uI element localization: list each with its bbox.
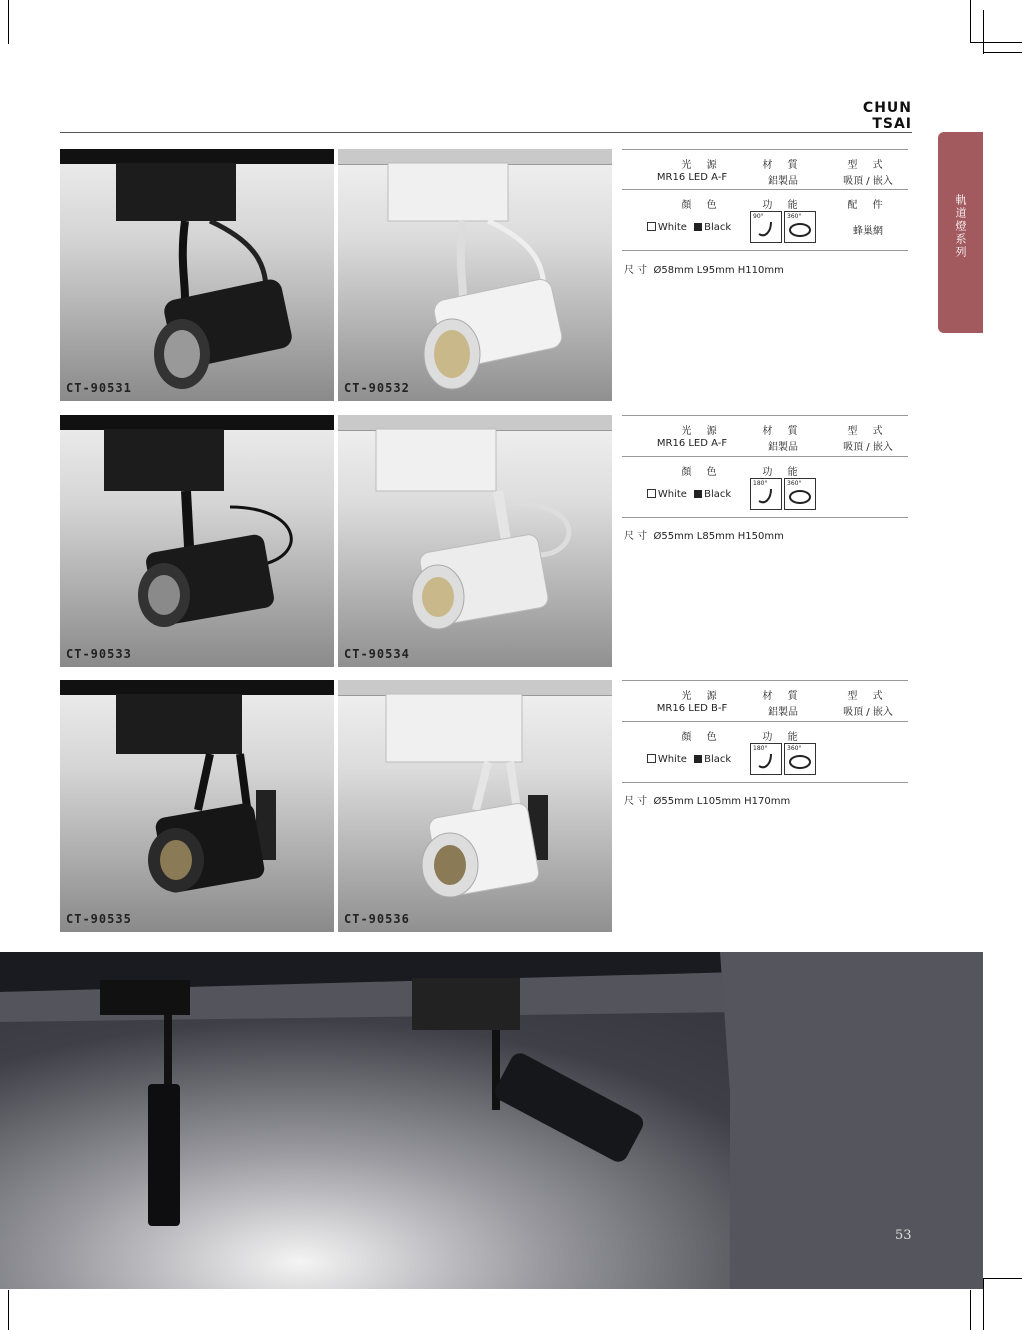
white-swatch-icon — [647, 489, 656, 498]
rotate-angle-label: 360° — [787, 213, 802, 220]
spec-rule — [622, 680, 908, 681]
color-options — [634, 489, 744, 500]
installation-photo — [0, 952, 983, 1289]
spec-rule — [622, 721, 908, 722]
crop-mark — [983, 1278, 1022, 1279]
category-tab — [938, 132, 983, 333]
brand-logo: CHUN TSAI — [862, 100, 912, 132]
model-number: CT-90531 — [66, 381, 132, 395]
dims-label: 尺 寸 — [624, 531, 648, 542]
tilt-angle-label: 90° — [753, 213, 764, 220]
dims-value: Ø58mm L95mm H110mm — [653, 265, 784, 276]
black-swatch-icon — [694, 755, 702, 763]
model-number: CT-90536 — [344, 912, 410, 926]
color-black-label: Black — [704, 489, 732, 500]
dims-value: Ø55mm L105mm H170mm — [653, 796, 791, 807]
spec-header-material: 材 質 — [762, 426, 804, 437]
spec-header-color: 顏 色 — [681, 732, 723, 743]
rotate-angle-icon — [784, 211, 816, 243]
spec-type-value: 吸頂 / 嵌入 — [843, 442, 893, 453]
crop-mark — [983, 1278, 984, 1330]
header-rule — [60, 132, 912, 133]
spec-rule — [622, 456, 908, 457]
spec-material-value: 鋁製品 — [768, 707, 798, 718]
black-swatch-icon — [694, 490, 702, 498]
spotlight-illustration — [60, 415, 334, 667]
spec-material-value: 鋁製品 — [768, 442, 798, 453]
spec-rule — [622, 782, 908, 783]
spotlight-illustration — [60, 149, 334, 401]
product-photo-white — [338, 680, 612, 932]
model-number: CT-90532 — [344, 381, 410, 395]
spec-light-value: MR16 LED A-F — [656, 172, 728, 183]
color-black-label: Black — [704, 222, 732, 233]
spec-material-value: 鋁製品 — [768, 176, 798, 187]
spec-rule — [622, 517, 908, 518]
dims-label: 尺 寸 — [624, 265, 648, 276]
spec-rule — [622, 189, 908, 190]
spec-header-color: 顏 色 — [681, 200, 723, 211]
spec-table — [622, 149, 908, 276]
spec-header-type: 型 式 — [847, 426, 889, 437]
spec-light-value: MR16 LED B-F — [656, 703, 728, 714]
color-white-label: White — [657, 754, 687, 765]
spec-type-value: 吸頂 / 嵌入 — [843, 176, 893, 187]
rotate-angle-icon — [784, 478, 816, 510]
white-swatch-icon — [647, 754, 656, 763]
crop-mark — [8, 0, 9, 44]
color-white-label: White — [657, 222, 687, 233]
spec-header-material: 材 質 — [762, 691, 804, 702]
crop-mark — [983, 10, 984, 54]
category-tab-label: 軌道燈系列 — [954, 194, 967, 259]
dimensions — [624, 261, 784, 276]
white-swatch-icon — [647, 222, 656, 231]
rotate-angle-label: 360° — [787, 745, 802, 752]
rotate-angle-icon — [784, 743, 816, 775]
model-number: CT-90535 — [66, 912, 132, 926]
product-photo-black — [60, 415, 334, 667]
spec-header-light: 光 源 — [681, 426, 723, 437]
spec-rule — [622, 250, 908, 251]
crop-mark — [970, 1290, 971, 1330]
spec-rule — [622, 149, 908, 150]
dimensions — [624, 527, 784, 542]
spec-light-value: MR16 LED A-F — [656, 438, 728, 449]
crop-mark — [970, 0, 971, 42]
spotlight-illustration — [338, 415, 612, 667]
tilt-angle-icon — [750, 743, 782, 775]
spec-header-material: 材 質 — [762, 160, 804, 171]
dimensions — [624, 792, 790, 807]
crop-mark — [970, 42, 1022, 43]
product-photo-white — [338, 149, 612, 401]
spotlight-illustration — [338, 680, 612, 932]
spec-rule — [622, 415, 908, 416]
product-photo-black — [60, 149, 334, 401]
spec-type-value: 吸頂 / 嵌入 — [843, 707, 893, 718]
spec-header-color: 顏 色 — [681, 467, 723, 478]
tilt-angle-label: 180° — [753, 745, 768, 752]
spotlight-illustration — [60, 680, 334, 932]
model-number: CT-90534 — [344, 647, 410, 661]
spec-header-light: 光 源 — [681, 691, 723, 702]
spec-header-type: 型 式 — [847, 160, 889, 171]
spec-header-function: 功 能 — [762, 467, 804, 478]
spotlight-illustration — [338, 149, 612, 401]
spec-header-accessory: 配 件 — [847, 200, 889, 211]
crop-mark — [983, 52, 1022, 53]
spec-accessory-value: 蜂巢網 — [853, 226, 883, 237]
model-number: CT-90533 — [66, 647, 132, 661]
spec-header-type: 型 式 — [847, 691, 889, 702]
spec-header-light: 光 源 — [681, 160, 723, 171]
spec-table — [622, 415, 908, 542]
installation-illustration — [0, 952, 983, 1289]
rotate-angle-label: 360° — [787, 480, 802, 487]
color-options — [634, 222, 744, 233]
color-black-label: Black — [704, 754, 732, 765]
black-swatch-icon — [694, 223, 702, 231]
dims-label: 尺 寸 — [624, 796, 648, 807]
tilt-angle-label: 180° — [753, 480, 768, 487]
color-options — [634, 754, 744, 765]
tilt-angle-icon — [750, 478, 782, 510]
spec-header-function: 功 能 — [762, 732, 804, 743]
spec-table — [622, 680, 908, 807]
tilt-angle-icon — [750, 211, 782, 243]
color-white-label: White — [657, 489, 687, 500]
product-photo-white — [338, 415, 612, 667]
page-number: 53 — [895, 1228, 912, 1243]
spec-header-function: 功 能 — [762, 200, 804, 211]
crop-mark — [8, 1290, 9, 1330]
dims-value: Ø55mm L85mm H150mm — [653, 531, 784, 542]
product-photo-black — [60, 680, 334, 932]
